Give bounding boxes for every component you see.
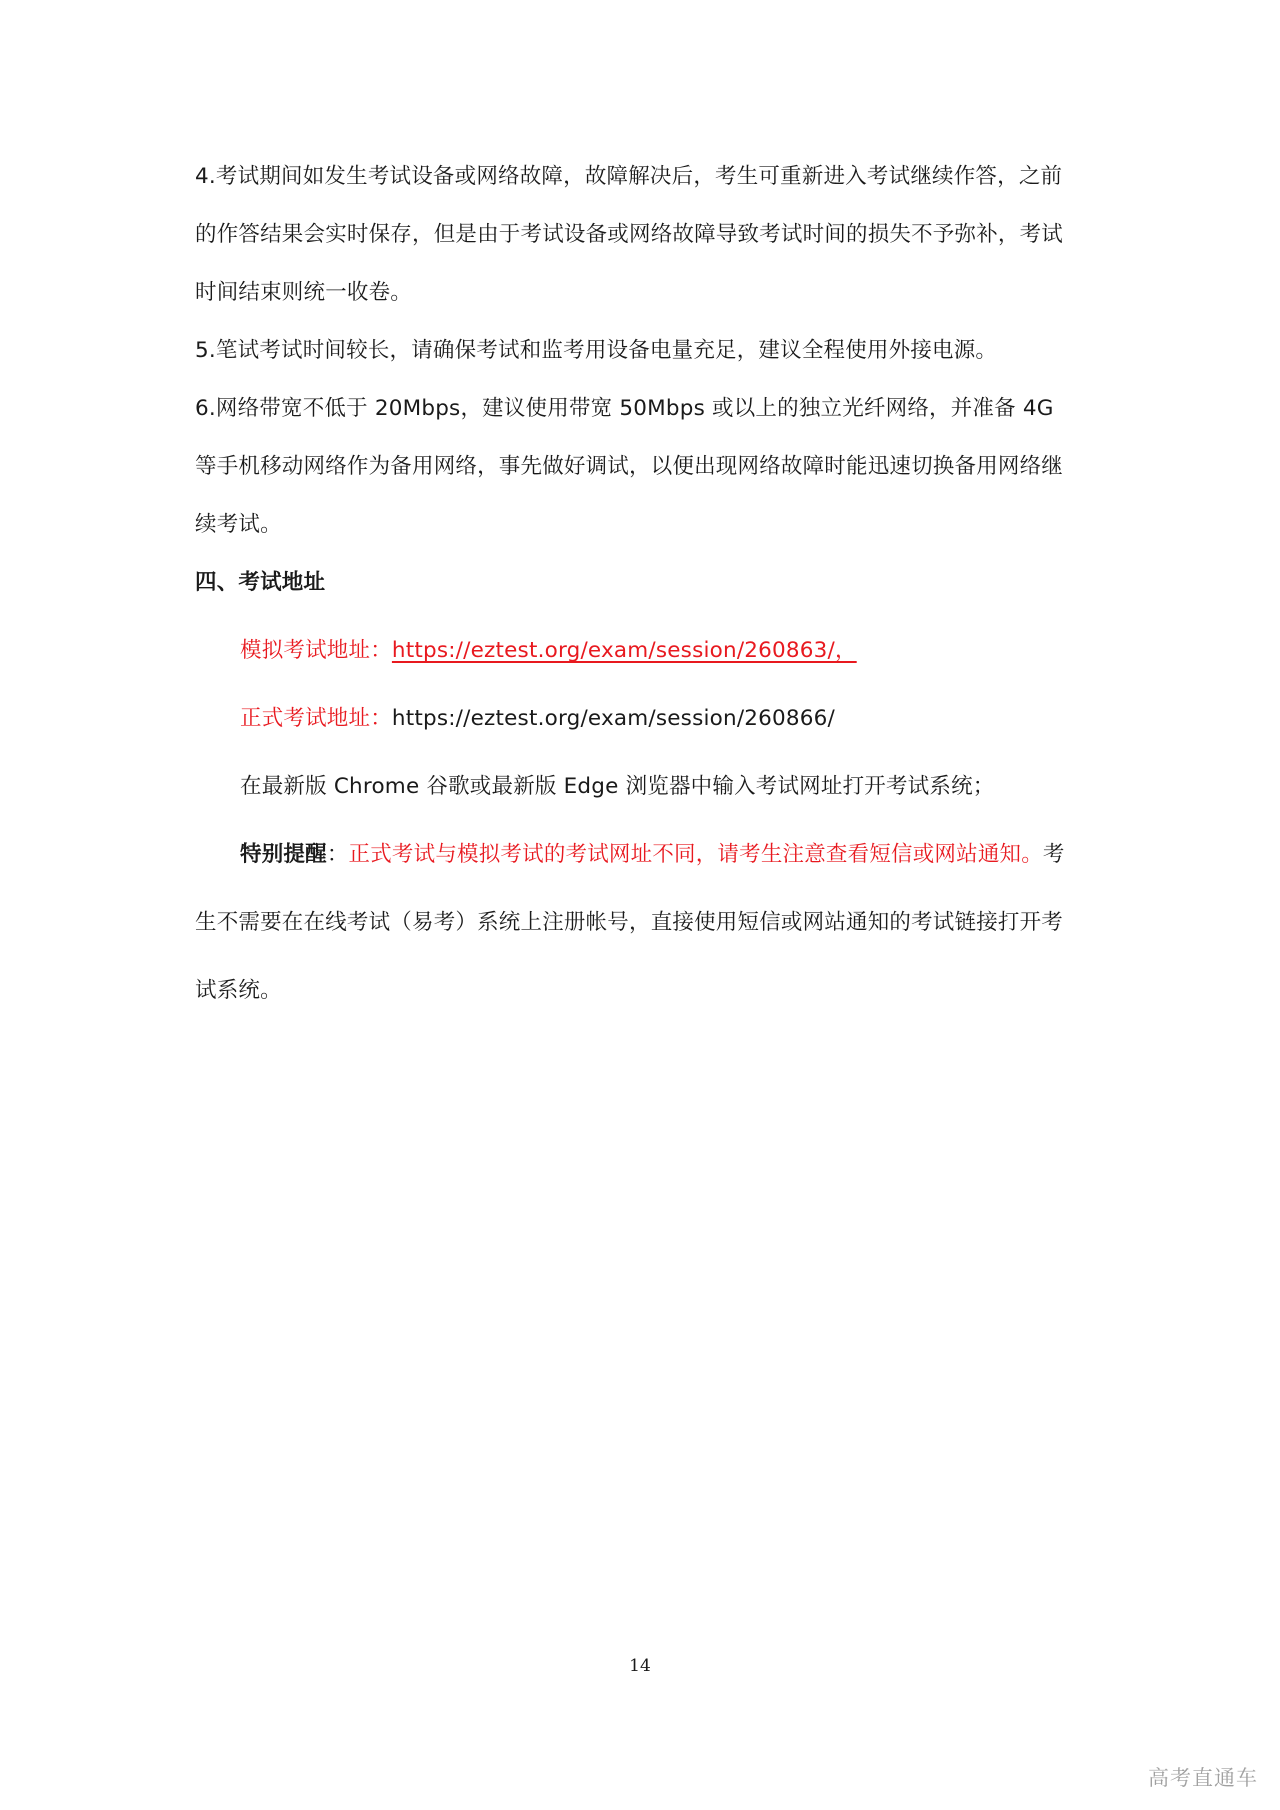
- section-heading: 四、考试地址: [195, 570, 326, 595]
- watermark: 高考直通车: [1148, 1766, 1258, 1790]
- reminder-tail: 考: [1042, 842, 1065, 867]
- formal-address-row: [240, 704, 1140, 734]
- item5-line1: 5.笔试考试时间较长，请确保考试和监考用设备电量充足，建议全程使用外接电源。: [195, 338, 998, 363]
- formal-exam-url[interactable]: https://eztest.org/exam/session/260866/: [391, 706, 835, 731]
- reminder-colon: ：: [326, 842, 349, 867]
- browser-note: 在最新版 Chrome 谷歌或最新版 Edge 浏览器中输入考试网址打开考试系统；: [240, 774, 995, 799]
- reminder-line2: 生不需要在在线考试（易考）系统上注册帐号，直接使用短信或网站通知的考试链接打开考: [195, 910, 1064, 935]
- formal-address-label: 正式考试地址：: [240, 706, 392, 731]
- item4-line1: 4.考试期间如发生考试设备或网络故障，故障解决后，考生可重新进入考试继续作答，之前: [195, 164, 1063, 189]
- item4-line2: 的作答结果会实时保存，但是由于考试设备或网络故障导致考试时间的损失不予弥补，考试: [195, 222, 1064, 247]
- item6-line1: 6.网络带宽不低于 20Mbps，建议使用带宽 50Mbps 或以上的独立光纤网络，并准备 4G: [195, 396, 1054, 421]
- item6-line3: 续考试。: [195, 512, 282, 537]
- item6-line2: 等手机移动网络作为备用网络，事先做好调试，以便出现网络故障时能迅速切换备用网络继: [195, 454, 1064, 479]
- mock-exam-link[interactable]: https://eztest.org/exam/session/260863/，: [391, 638, 857, 663]
- reminder-row: [240, 840, 1140, 870]
- page-number: 14: [629, 1656, 651, 1676]
- mock-address-row: [240, 636, 1140, 666]
- reminder-label: 特别提醒: [240, 842, 327, 867]
- mock-address-label: 模拟考试地址：: [240, 638, 392, 663]
- item4-line3: 时间结束则统一收卷。: [195, 280, 413, 305]
- reminder-warning: 正式考试与模拟考试的考试网址不同，请考生注意查看短信或网站通知。: [348, 842, 1043, 867]
- reminder-line3: 试系统。: [195, 978, 282, 1003]
